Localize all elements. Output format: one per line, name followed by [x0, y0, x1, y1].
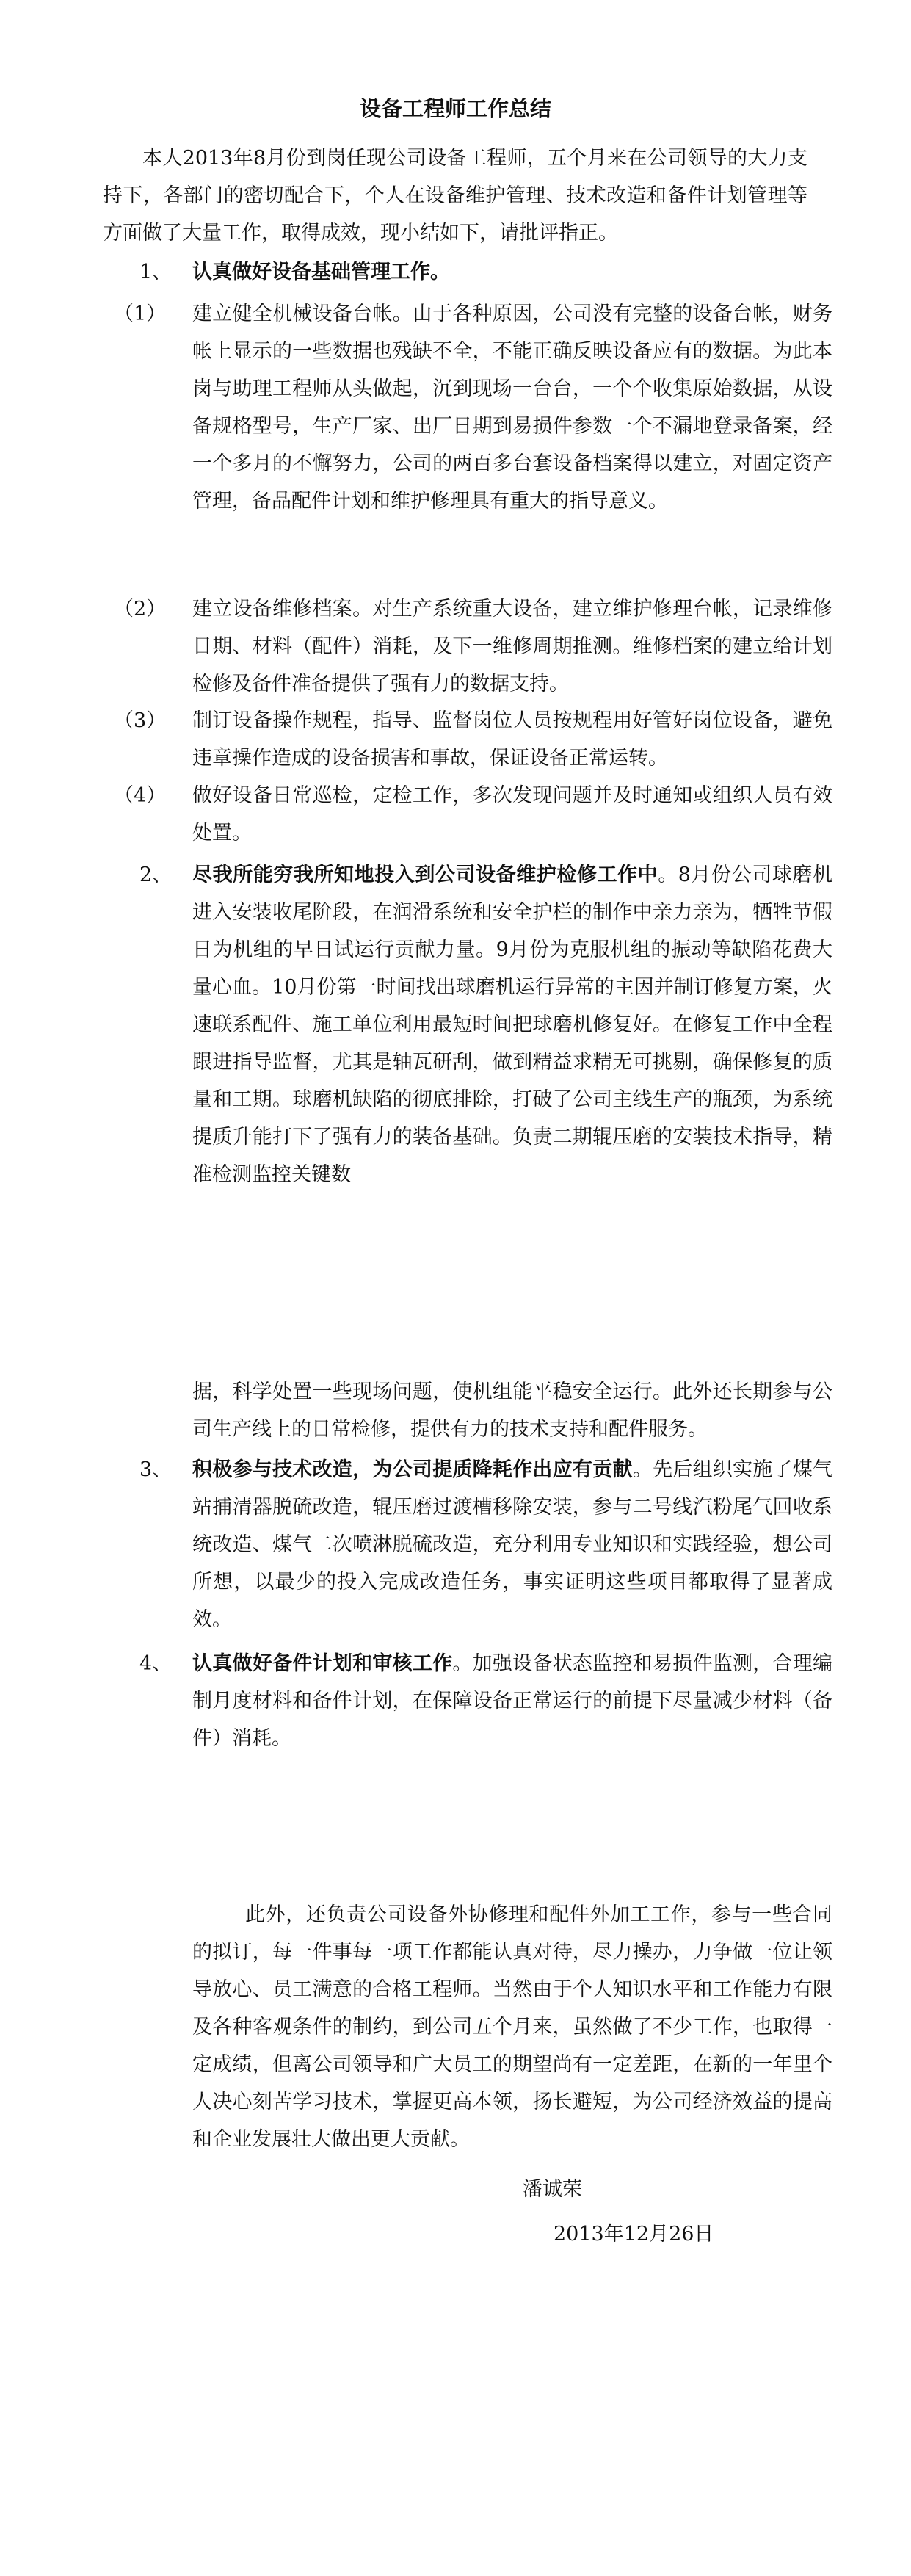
section2-text-part1: 。8月份公司球磨机进入安装收尾阶段，在润滑系统和安全护栏的制作中亲力亲为，牺牲节假日为机组的早日试运行贡献力量。9月份为克服机组的振动等缺陷花费大量心血。10月份第一时间找出球磨机运行异常的主因并制订修复方案，火速联系配件、施工单位利用最短时间把球磨机修复好。在修复工作中全程跟进指导监督，尤其是轴瓦研刮，做到精益求精无可挑剔，确保修复的质量和工期。球磨机缺陷的彻底排除，打破了公司主线生产的瓶颈，为系统提质升能打下了强有力的装备基础。负责二期辊压磨的安装技术指导，精准检测监控关键数 [192, 864, 832, 1186]
section4-heading: 认真做好备件计划和审核工作 [192, 1652, 453, 1675]
intro-paragraph: 本人2013年8月份到岗任现公司设备工程师，五个月来在公司领导的大力支持下，各部门的密切配合下，个人在设备维护管理、技术改造和备件计划管理等方面做了大量工作，取得成效，现小结如下，请批评指正。 [103, 147, 807, 245]
section2-heading: 尽我所能穷我所知地投入到公司设备维护检修工作中 [192, 864, 658, 886]
section3-paragraph [192, 1451, 832, 1638]
item1-text: 建立健全机械设备台帐。由于各种原因，公司没有完整的设备台帐，财务帐上显示的一些数据也残缺不全，不能正确反映设备应有的数据。为此本岗与助理工程师从头做起，沉到现场一台台，一个个收集原始数据，从设备规格型号，生产厂家、出厂日期到易损件参数一个不漏地登录备案，经一个多月的不懈努力，公司的两百多台套设备档案得以建立，对固定资产管理，备品配件计划和维护修理具有重大的指导意义。 [192, 303, 832, 513]
item1-number: （1） [114, 303, 167, 325]
section4-paragraph [192, 1645, 832, 1757]
signature-name: 潘诚荣 [523, 2178, 582, 2201]
section3-number: 3、 [139, 1458, 173, 1481]
item4-text: 做好设备日常巡检，定检工作，多次发现问题并及时通知或组织人员有效处置。 [192, 784, 832, 844]
signature-date: 2013年12月26日 [554, 2223, 714, 2246]
closing-paragraph: 此外，还负责公司设备外协修理和配件外加工工作，参与一些合同的拟订，每一件事每一项工作都能认真对待，尽力操办，力争做一位让领导放心、员工满意的合格工程师。当然由于个人知识水平和工作能力有限及各种客观条件的制约，到公司五个月来，虽然做了不少工作，也取得一定成绩，但离公司领导和广大员工的期望尚有一定差距，在新的一年里个人决心刻苦学习技术，掌握更高本领，扬长避短，为公司经济效益的提高和企业发展壮大做出更大贡献。 [192, 1903, 832, 2151]
document-title: 设备工程师工作总结 [359, 96, 551, 121]
section1-heading: 认真做好设备基础管理工作。 [192, 261, 450, 283]
item3-number: （3） [114, 709, 167, 732]
item3-text: 制订设备操作规程，指导、监督岗位人员按规程用好管好岗位设备，避免违章操作造成的设备损害和事故，保证设备正常运转。 [192, 709, 832, 770]
section2-paragraph [192, 856, 832, 1193]
item2-text: 建立设备维修档案。对生产系统重大设备，建立维护修理台帐，记录维修日期、材料（配件）消耗，及下一维修周期推测。维修档案的建立给计划检修及备件准备提供了强有力的数据支持。 [192, 598, 832, 695]
item2-number: （2） [114, 598, 167, 621]
section2-text-part2: 据，科学处置一些现场问题，使机组能平稳安全运行。此外还长期参与公司生产线上的日常检修，提供有力的技术支持和配件服务。 [192, 1381, 832, 1441]
item4-number: （4） [114, 784, 167, 807]
section3-text: 。先后组织实施了煤气站捕清器脱硫改造，辊压磨过渡槽移除安装，参与二号线汽粉尾气回收系统改造、煤气二次喷淋脱硫改造，充分利用专业知识和实践经验，想公司所想，以最少的投入完成改造任务，事实证明这些项目都取得了显著成效。 [192, 1458, 833, 1631]
section2-number: 2、 [139, 864, 173, 886]
section4-text: 。加强设备状态监控和易损件监测，合理编制月度材料和备件计划，在保障设备正常运行的前提下尽量减少材料（备件）消耗。 [192, 1652, 833, 1750]
section1-number: 1、 [139, 261, 173, 283]
section3-heading: 积极参与技术改造，为公司提质降耗作出应有贡献 [192, 1458, 633, 1481]
section4-number: 4、 [139, 1652, 173, 1675]
